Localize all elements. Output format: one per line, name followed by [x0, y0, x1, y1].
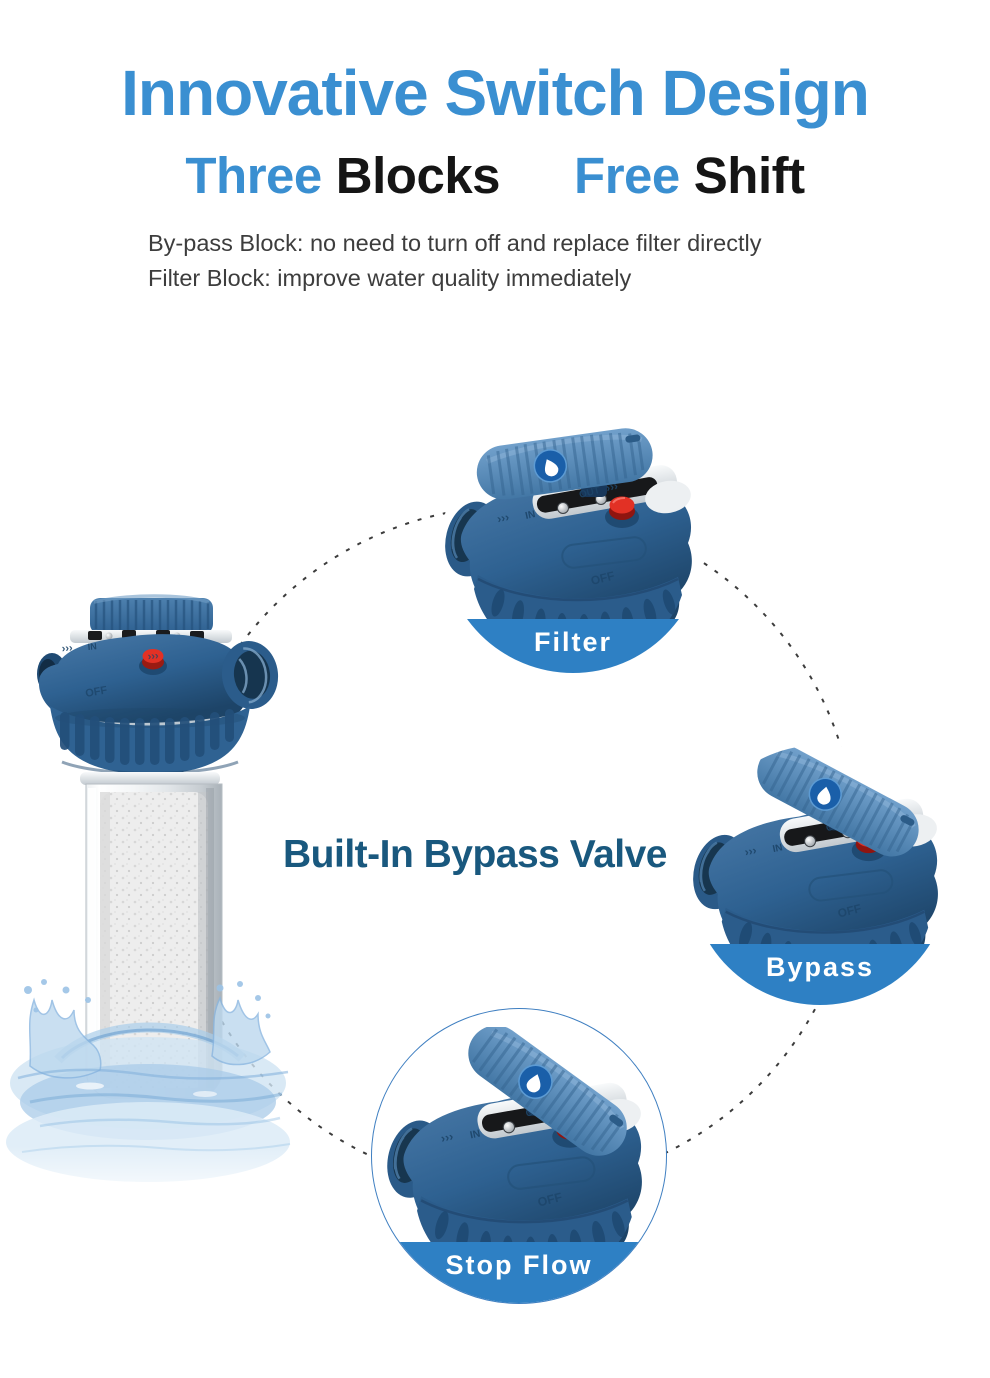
mode-banner [371, 1242, 667, 1304]
subtitle-word: Blocks [335, 147, 501, 204]
page-subtitle [0, 146, 990, 205]
subtitle-word: Shift [693, 147, 805, 204]
flow-arrows-icon: ››› [147, 649, 160, 663]
description-line: By-pass Block: no need to turn off and replace filter directly [148, 230, 762, 256]
subtitle-word: Three [185, 147, 322, 204]
mode-label: Filter [533, 627, 612, 657]
valve-in-marking: IN [87, 641, 98, 652]
filter-housing-product [0, 586, 300, 1206]
flow-arrows-icon: ››› [61, 642, 74, 655]
description-line: Filter Block: improve water quality immediately [148, 265, 632, 291]
valve-off-marking: OFF [84, 684, 109, 700]
mode-circle-stop-flow [371, 1008, 667, 1304]
mode-banner [690, 944, 950, 1005]
mode-banner [442, 619, 704, 673]
mode-circle-filter [442, 411, 704, 673]
mode-circle-bypass [690, 745, 950, 1005]
mode-label: Stop Flow [445, 1250, 593, 1280]
center-caption: Built-In Bypass Valve [283, 833, 667, 876]
housing-handle [90, 596, 213, 634]
housing-cap-skirt [50, 706, 250, 775]
mode-label: Bypass [765, 952, 875, 982]
feature-description [148, 226, 762, 296]
page-title: Innovative Switch Design [121, 57, 869, 129]
subtitle-word: Free [574, 147, 680, 204]
